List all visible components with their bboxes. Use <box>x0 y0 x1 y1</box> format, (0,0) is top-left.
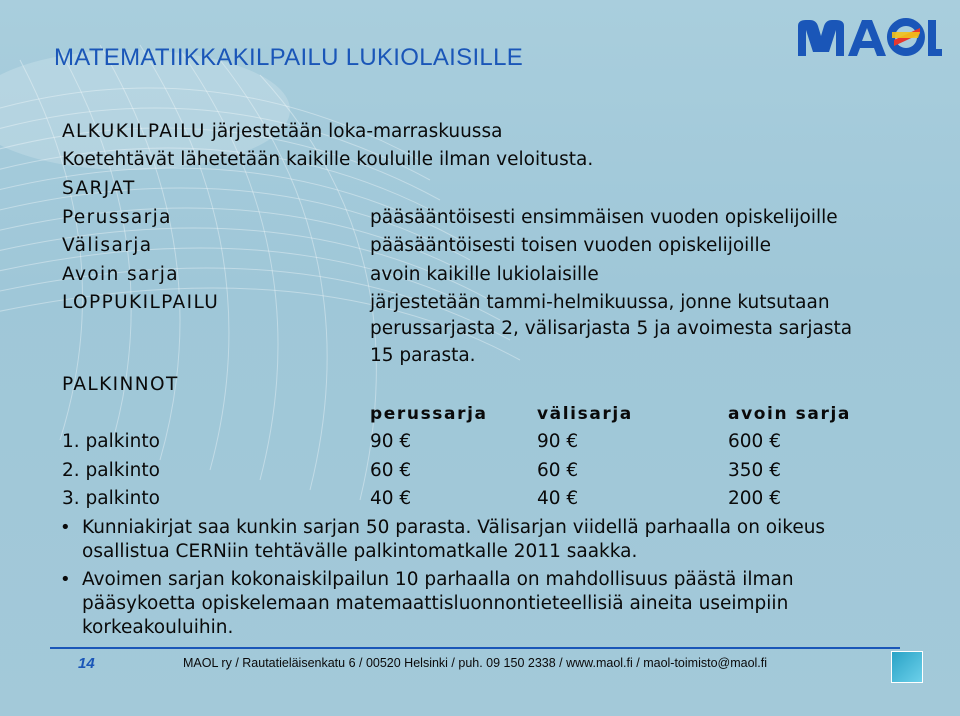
series-name-valisarja: Välisarja <box>62 235 153 256</box>
prize-cell: 90 € <box>537 431 579 452</box>
bullet-marker: • <box>60 569 71 590</box>
prize-column-header-perussarja: perussarja <box>370 404 488 424</box>
prize-cell: 200 € <box>728 488 781 509</box>
page-title: MATEMATIIKKAKILPAILU LUKIOLAISILLE <box>54 44 524 71</box>
finals-desc-line-2: perussarjasta 2, välisarjasta 5 ja avoimesta sarjasta <box>370 318 853 339</box>
series-name-perussarja: Perussarja <box>62 207 172 228</box>
prize-column-header-avoin: avoin sarja <box>728 404 851 424</box>
prize-cell: 90 € <box>370 431 412 452</box>
prize-cell: 40 € <box>370 488 412 509</box>
series-heading: SARJAT <box>62 178 136 199</box>
intro-line-1 <box>62 121 502 142</box>
series-desc-valisarja: pääsääntöisesti toisen vuoden opiskelijoille <box>370 235 771 256</box>
series-desc-avoin: avoin kaikille lukiolaisille <box>370 264 599 285</box>
footer-divider <box>50 647 900 649</box>
intro-line-2: Koetehtävät lähetetään kaikille kouluille ilman veloitusta. <box>62 149 594 170</box>
series-name-avoin: Avoin sarja <box>62 264 180 285</box>
page-number: 14 <box>78 655 95 672</box>
prize-row-label: 1. palkinto <box>62 431 160 452</box>
prize-cell: 40 € <box>537 488 579 509</box>
prizes-heading: PALKINNOT <box>62 374 179 395</box>
finals-desc-line-3: 15 parasta. <box>370 345 476 366</box>
prize-cell: 60 € <box>537 460 579 481</box>
prize-cell: 600 € <box>728 431 781 452</box>
prize-row-label: 2. palkinto <box>62 460 160 481</box>
series-desc-perussarja: pääsääntöisesti ensimmäisen vuoden opiskelijoille <box>370 207 838 228</box>
prize-cell: 60 € <box>370 460 412 481</box>
bullet-text-honors: Kunniakirjat saa kunkin sarjan 50 parasta. Välisarjan viidellä parhaalla on oikeus osallistua CERNiin tehtävälle palkintomatkalle 2011 saakka. <box>82 517 826 562</box>
maol-logo[interactable] <box>796 12 942 62</box>
finals-name: LOPPUKILPAILU <box>62 292 220 313</box>
bullet-text-open-series: Avoimen sarjan kokonaiskilpailun 10 parhaalla on mahdollisuus päästä ilman pääsykoetta opiskelemaan matemaattisluonnontieteellisiä aineita useimpiin korkeakouluihin. <box>82 569 794 638</box>
footer-contact: MAOL ry / Rautatieläisenkatu 6 / 00520 Helsinki / puh. 09 150 2338 / www.maol.fi / maol-toimisto@maol.fi <box>183 656 768 670</box>
intro-keyword: ALKUKILPAILU <box>62 121 206 142</box>
corner-logo-icon <box>891 651 923 683</box>
prize-row-label: 3. palkinto <box>62 488 160 509</box>
prize-column-header-valisarja: välisarja <box>537 404 633 424</box>
bullet-marker: • <box>60 517 71 538</box>
finals-desc-line-1: järjestetään tammi-helmikuussa, jonne kutsutaan <box>370 292 830 313</box>
prize-cell: 350 € <box>728 460 781 481</box>
intro-text: järjestetään loka-marraskuussa <box>205 121 503 142</box>
